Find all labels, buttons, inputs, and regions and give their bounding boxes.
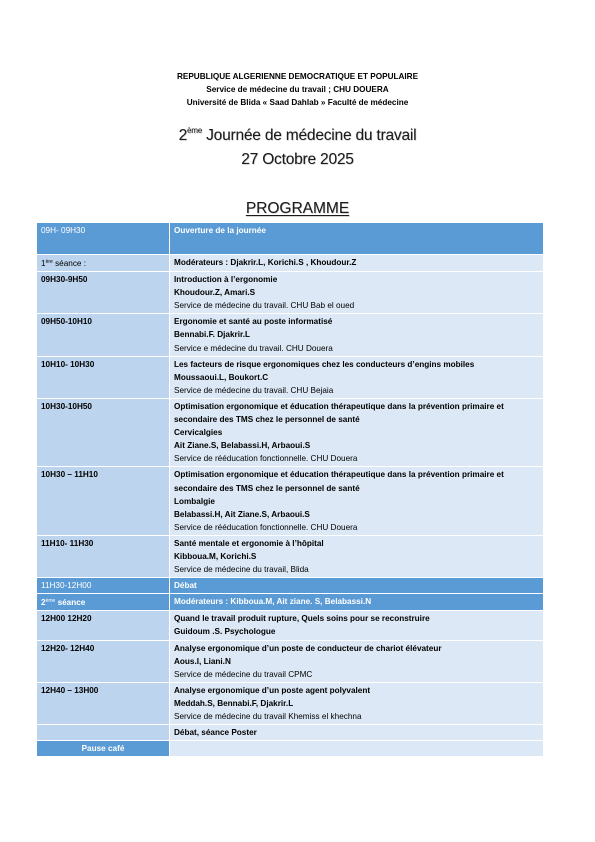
talk-subtitle: Lombalgie	[174, 496, 215, 506]
session-label: séance :	[52, 259, 87, 268]
session-cell	[170, 578, 544, 594]
title-prefix: 2	[178, 127, 188, 144]
title-ordinal: ème	[187, 126, 202, 135]
schedule-row	[37, 535, 544, 577]
time-cell: 10H10- 10H30	[37, 356, 170, 398]
schedule-row-break	[37, 741, 544, 757]
moderators-cell	[170, 594, 544, 611]
schedule-row	[37, 398, 544, 466]
talk-authors: Aous.I, Liani.N	[174, 656, 231, 666]
talk-cell	[170, 535, 544, 577]
talk-title: Quand le travail produit rupture, Quels soins pour se reconstruire	[174, 614, 430, 624]
event-date: 27 Octobre 2025	[241, 151, 354, 168]
session-ordinal: ère	[45, 259, 53, 265]
talk-title: Optimisation ergonomique et éducation thérapeutique dans la prévention primaire et secondaire des TMS chez le personnel de santé	[174, 470, 504, 493]
talk-affiliation: Service de médecine du travail. CHU Bab el oued	[174, 301, 355, 311]
time-cell: 09H- 09H30	[37, 223, 170, 255]
session-label-cell	[37, 594, 170, 611]
talk-authors: Guidoum .S. Psychologue	[174, 627, 276, 637]
session-number: 2	[41, 598, 46, 608]
schedule-row	[37, 272, 544, 314]
session-label: séance	[55, 598, 86, 608]
programme-label: PROGRAMME	[245, 200, 350, 217]
time-cell: 12H20- 12H40	[37, 640, 170, 682]
session-cell	[170, 725, 544, 741]
moderators-cell	[170, 255, 544, 272]
talk-title: Analyse ergonomique d’un poste agent polyvalent	[174, 685, 371, 695]
moderators: Modérateurs : Kibboua.M, Ait ziane. S, Belabassi.N	[174, 597, 372, 607]
schedule-row	[37, 611, 544, 640]
talk-affiliation: Service de rééducation fonctionnelle. CHU Douera	[174, 522, 358, 532]
debate-label: Débat	[174, 581, 197, 591]
talk-authors: Khoudour.Z, Amari.S	[174, 288, 256, 298]
talk-authors: Bennabi.F. Djakrir.L	[174, 330, 250, 340]
talk-affiliation: Service e médecine du travail. CHU Douera	[174, 343, 333, 353]
schedule-row	[37, 314, 544, 356]
time-cell: 10H30-10H50	[37, 398, 170, 466]
title-text: Journée de médecine du travail	[202, 127, 417, 144]
moderators: Modérateurs : Djakrir.L, Korichi.S , Khoudour.Z	[174, 258, 357, 267]
schedule-row-session-2	[37, 594, 544, 611]
schedule-table	[36, 222, 544, 757]
poster-session-label: Débat, séance Poster	[174, 728, 257, 738]
time-cell: 11H30-12H00	[37, 578, 170, 594]
session-label-cell	[37, 255, 170, 272]
talk-cell	[170, 640, 544, 682]
talk-title: Les facteurs de risque ergonomiques chez les conducteurs d’engins mobiles	[174, 359, 475, 369]
talk-affiliation: Service de médecine du travail, Blida	[174, 565, 309, 575]
session-cell	[170, 223, 544, 255]
empty-cell	[170, 741, 544, 757]
header-line-1: REPUBLIQUE ALGERIENNE DEMOCRATIQUE ET POPULAIRE	[176, 72, 419, 81]
talk-authors: Kibboua.M, Korichi.S	[174, 551, 257, 561]
talk-affiliation: Service de médecine du travail. CHU Bejaia	[174, 385, 334, 395]
talk-cell	[170, 272, 544, 314]
schedule-row-poster	[37, 725, 544, 741]
time-cell: 12H40 – 13H00	[37, 682, 170, 724]
talk-authors: Belabassi.H, Ait Ziane.S, Arbaoui.S	[174, 509, 310, 519]
time-cell: 09H30-9H50	[37, 272, 170, 314]
talk-title: Ergonomie et santé au poste informatisé	[174, 317, 333, 327]
time-cell: 09H50-10H10	[37, 314, 170, 356]
time-cell: 11H10- 11H30	[37, 535, 170, 577]
schedule-row	[37, 356, 544, 398]
time-cell: 12H00 12H20	[37, 611, 170, 640]
coffee-break-cell: Pause café	[37, 741, 170, 757]
schedule-row	[37, 640, 544, 682]
programme-heading	[0, 200, 595, 218]
talk-cell	[170, 314, 544, 356]
talk-title: Optimisation ergonomique et éducation thérapeutique dans la prévention primaire et secondaire des TMS chez le personnel de santé	[174, 401, 504, 425]
schedule-row	[37, 467, 544, 535]
schedule-row-opening	[37, 223, 544, 255]
header-line-3: Université de Blida « Saad Dahlab » Faculté de médecine	[186, 98, 409, 107]
talk-affiliation: Service de rééducation fonctionnelle. CHU Douera	[174, 454, 358, 464]
talk-cell	[170, 398, 544, 466]
talk-authors: Ait Ziane.S, Belabassi.H, Arbaoui.S	[174, 441, 311, 451]
talk-authors: Moussaoui.L, Boukort.C	[174, 372, 269, 382]
talk-cell	[170, 467, 544, 535]
time-cell	[37, 725, 170, 741]
schedule-row-session-1	[37, 255, 544, 272]
talk-subtitle: Cervicalgies	[174, 428, 223, 438]
session-ordinal: ème	[45, 598, 56, 605]
talk-title: Introduction à l’ergonomie	[174, 275, 278, 285]
session-number: 1	[41, 259, 46, 268]
event-title	[0, 126, 595, 146]
talk-cell	[170, 611, 544, 640]
header-line-2: Service de médecine du travail ; CHU DOUERA	[206, 85, 389, 94]
schedule-row-debate	[37, 578, 544, 594]
talk-affiliation: Service de médecine du travail CPMC	[174, 669, 313, 679]
time-cell: 10H30 – 11H10	[37, 467, 170, 535]
session-title: Ouverture de la journée	[174, 226, 266, 235]
talk-title: Santé mentale et ergonomie à l’hôpital	[174, 538, 324, 548]
talk-cell	[170, 356, 544, 398]
talk-affiliation: Service de médecine du travail Khemiss el khechna	[174, 712, 362, 721]
talk-title: Analyse ergonomique d’un poste de conducteur de chariot élévateur	[174, 643, 442, 653]
talk-cell	[170, 682, 544, 724]
schedule-row	[37, 682, 544, 724]
talk-authors: Meddah.S, Bennabi.F, Djakrir.L	[174, 698, 294, 708]
